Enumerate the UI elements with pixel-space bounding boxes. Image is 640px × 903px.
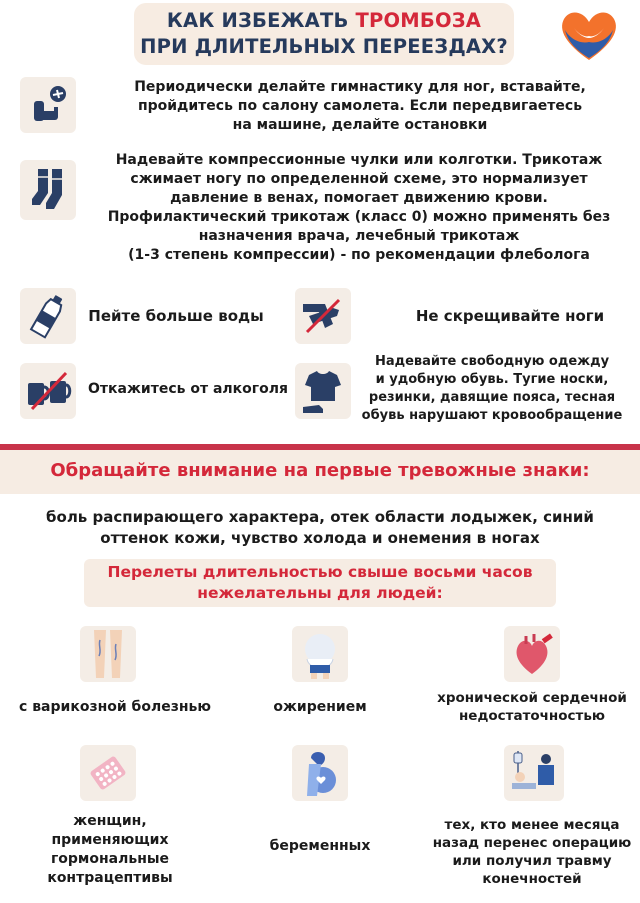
text-line: и удобную обувь. Тугие носки, <box>375 372 609 387</box>
contraceptive-pills-icon <box>80 745 136 801</box>
text-line: оттенок кожи, чувство холода и онемения в ногах <box>100 529 540 547</box>
flights-heading <box>84 559 556 607</box>
tip-legs: Не скрещивайте ноги <box>415 307 605 325</box>
text-line: хронической сердечной <box>437 690 627 706</box>
text-line: назначения врача, лечебный трикотаж <box>198 228 520 244</box>
text-line: назад перенес операцию <box>432 835 632 851</box>
text-line: нежелательны для людей: <box>197 584 443 602</box>
text-line: Периодически делайте гимнастику для ног, вставайте, <box>134 79 586 95</box>
text-line: Надевайте свободную одежду <box>374 354 610 369</box>
page-title <box>134 3 514 65</box>
group-contraceptives <box>30 812 190 888</box>
text-line: сжимает ногу по определенной схеме, это нормализует <box>130 171 588 187</box>
varicose-legs-icon <box>80 626 136 682</box>
text-line: Перелеты длительностью свыше восьми часов <box>107 563 533 581</box>
text-line: женщин, <box>73 813 147 829</box>
hospital-patient-icon <box>504 745 564 801</box>
warning-symptoms <box>0 507 640 549</box>
text-line: обувь нарушают кровообращение <box>361 408 623 423</box>
tip-stockings <box>84 151 634 265</box>
crossed-legs-icon <box>295 288 351 344</box>
text-line: пройдитесь по салону самолета. Если передвигаетесь <box>137 98 583 114</box>
clothes-shoes-icon <box>295 363 351 419</box>
title-line-1 <box>134 8 514 34</box>
heart-organ-icon <box>504 626 560 682</box>
text-line: давление в венах, помогает движению крови. <box>170 190 548 206</box>
group-varicose: с варикозной болезнью <box>19 699 211 715</box>
text-line: гормональные <box>50 851 170 867</box>
group-heart <box>420 689 640 725</box>
text-line: контрацептивы <box>47 870 173 886</box>
text-line: Профилактический трикотаж (класс 0) можно применять без <box>107 209 611 225</box>
group-pregnant: беременных <box>269 838 371 854</box>
group-obesity: ожирением <box>273 699 367 715</box>
text-line: тех, кто менее месяца <box>444 817 620 833</box>
tip-water: Пейте больше воды <box>88 307 264 325</box>
airplane-seat-icon <box>20 77 76 133</box>
text-line: резинки, давящие пояса, тесная <box>368 390 616 405</box>
text-line: конечностей <box>482 871 582 887</box>
pregnant-woman-icon <box>292 745 348 801</box>
text-line: недостаточностью <box>458 708 606 724</box>
text-line: Надевайте компрессионные чулки или колготки. Трикотаж <box>115 152 603 168</box>
water-bottle-icon <box>20 288 76 344</box>
tip-alcohol: Откажитесь от алкоголя <box>88 381 288 397</box>
title-line-2: ПРИ ДЛИТЕЛЬНЫХ ПЕРЕЕЗДАХ? <box>140 35 508 58</box>
title-highlight: ТРОМБОЗА <box>355 9 482 32</box>
beer-mugs-icon <box>20 363 76 419</box>
tip-gymnastics <box>100 78 620 135</box>
text-line: применяющих <box>51 832 169 848</box>
text-line: на машине, делайте остановки <box>232 117 488 133</box>
group-surgery <box>420 816 640 888</box>
compression-stockings-icon <box>20 160 76 220</box>
tip-clothes <box>358 353 626 425</box>
title-prefix: КАК ИЗБЕЖАТЬ <box>166 9 356 32</box>
heart-logo-icon <box>556 6 622 64</box>
text-line: (1-3 степень компрессии) - по рекомендации флеболога <box>128 247 590 263</box>
text-line: боль распирающего характера, отек области лодыжек, синий <box>46 508 594 526</box>
text-line: или получил травму <box>452 853 612 869</box>
obese-person-icon <box>292 626 348 682</box>
warning-heading: Обращайте внимание на первые тревожные знаки: <box>50 460 590 481</box>
